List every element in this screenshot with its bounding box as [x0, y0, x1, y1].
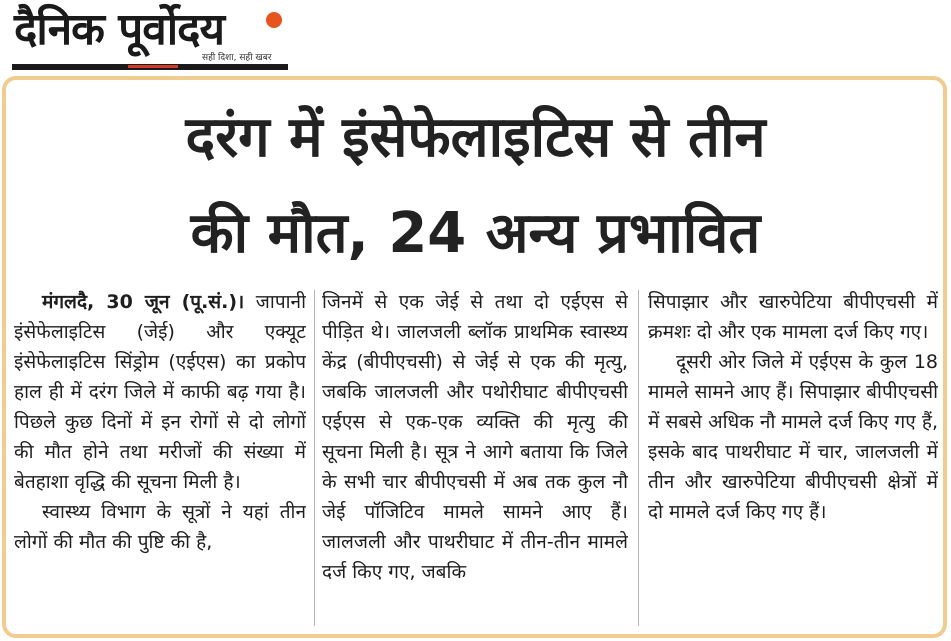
article-paragraph: स्वास्थ्य विभाग के सूत्रों ने यहां तीन लोगों की मौत की पुष्टि की है,	[14, 501, 306, 553]
dateline: मंगलदै, 30 जून (पू.सं.)।	[42, 291, 245, 313]
article-column-1	[14, 287, 306, 627]
logo-underline-accent	[128, 65, 178, 68]
newspaper-tagline: सही दिशा, सही खबर	[202, 53, 272, 63]
article-column-2	[322, 287, 628, 627]
logo-accent-dot	[266, 12, 282, 28]
newspaper-masthead	[8, 0, 298, 74]
column-divider	[638, 290, 639, 626]
headline-line-2: की मौत, 24 अन्य प्रभावित	[190, 201, 761, 266]
column-divider	[314, 290, 315, 626]
article-text: जापानी इंसेफेलाइटिस (जेई) और एक्यूट इंसेफेलाइटिस सिंड्रोम (एईएस) का प्रकोप हाल ही में दरंग जिले में काफी बढ़ गया है। पिछले कुछ दिनों में इन रोगों से दो लोगों की मौत होने तथा मरीजों की संख्या में बेतहाशा वृद्धि की सूचना मिली है।	[14, 291, 306, 493]
newspaper-logo: दैनिक पूर्वोदय	[14, 4, 225, 55]
article-paragraph: सिपाझार और खारुपेटिया बीपीएचसी में क्रमशः दो और एक मामला दर्ज किए गए।	[648, 291, 938, 343]
article-column-3	[648, 287, 938, 627]
article-paragraph	[14, 287, 306, 497]
article-paragraph: जिनमें से एक जेई से तथा दो एईएस से पीड़ित थे। जालजली ब्लॉक प्राथमिक स्वास्थ्य केंद्र (बीपीएचसी) से जेई से एक की मृत्यु, जबकि जालजली और पथोरीघाट बीपीएचसी एईएस से एक-एक व्यक्ति की मृत्यु की सूचना मिली है। सूत्र ने आगे बताया कि जिले के सभी चार बीपीएचसी में अब तक कुल नौ जेई पॉजिटिव मामले सामने आए हैं। जालजली और पाथरीघाट में तीन-तीन मामले दर्ज किए गए, जबकि	[322, 291, 628, 583]
article-paragraph: दूसरी ओर जिले में एईएस के कुल 18 मामले सामने आए हैं। सिपाझार बीपीएचसी में सबसे अधिक नौ मामले दर्ज किए गए हैं, इसके बाद पाथरीघाट में चार, जालजली में तीन और खारुपेटिया बीपीएचसी क्षेत्रों में दो मामले दर्ज किए गए हैं।	[648, 351, 938, 523]
headline-line-1: दरंग में इंसेफेलाइटिस से तीन	[185, 105, 766, 170]
